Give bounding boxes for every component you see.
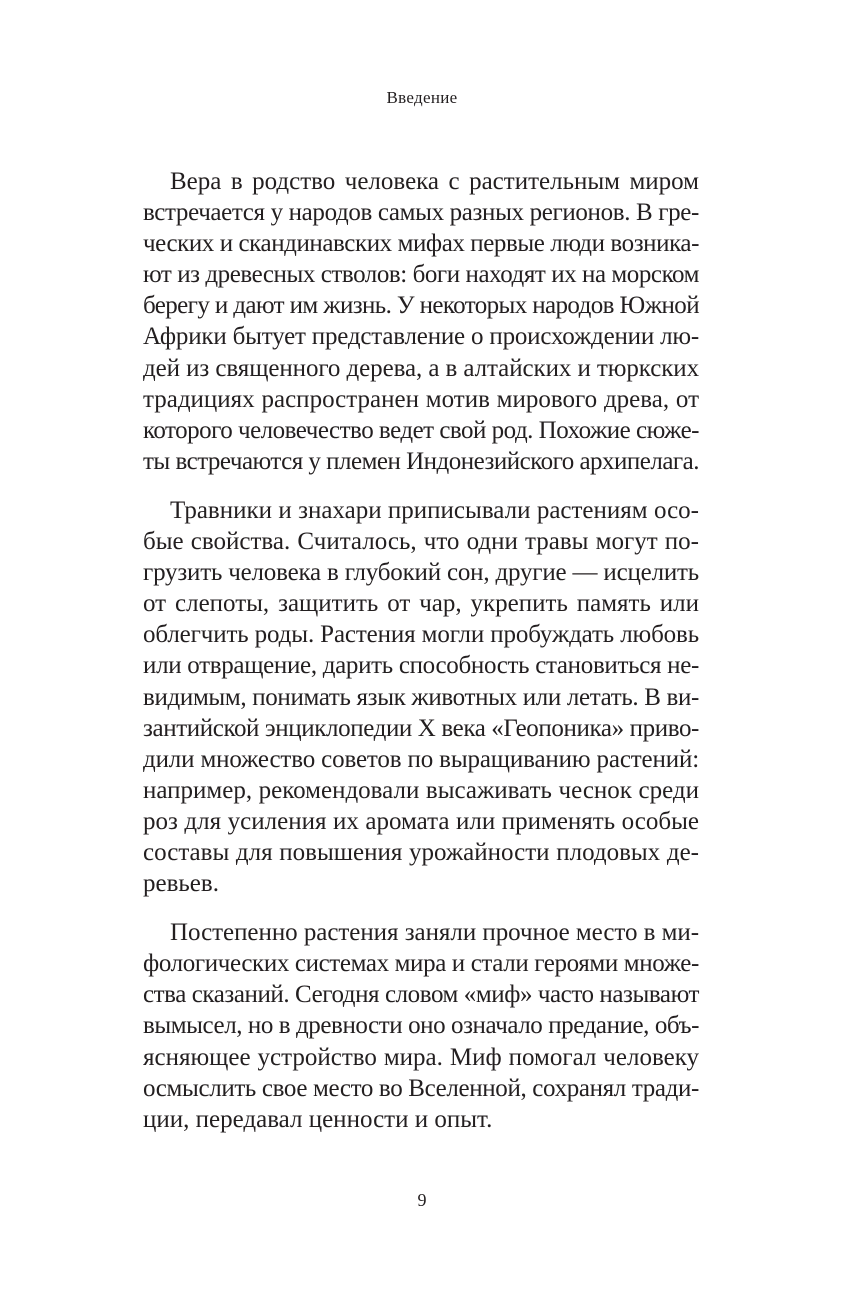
text-line: ции, передавал ценности и опыт. xyxy=(143,1105,493,1133)
page-title: Введение xyxy=(386,88,458,107)
text-line: которого человечество ведет свой род. Похожие сюже- xyxy=(143,416,700,444)
text-line: облегчить роды. Растения могли пробуждать любовь xyxy=(143,621,699,649)
text-line: осмыслить свое место во Вселенной, сохранял тради- xyxy=(143,1074,699,1102)
text-line: грузить человека в глубокий сон, другие — исцелить xyxy=(143,559,699,587)
text-line: или отвращение, дарить способность становиться не- xyxy=(143,652,699,680)
text-line: ства сказаний. Сегодня словом «миф» часто называют xyxy=(143,981,699,1009)
paragraph xyxy=(143,917,699,1135)
text-line: ты встречаются у племен Индонезийского архипелага. xyxy=(143,447,699,475)
text-line: ясняющее устройство мира. Миф помогал человеку xyxy=(143,1043,699,1071)
text-line: Постепенно растения заняли прочное место в ми- xyxy=(170,919,699,947)
text-line: вымысел, но в древности оно означало предание, объ- xyxy=(143,1012,699,1040)
text-line: встречается у народов самых разных регионов. В гре- xyxy=(143,199,699,227)
text-line: составы для повышения урожайности плодовых де- xyxy=(143,838,699,866)
text-line: Вера в родство человека с растительным миром xyxy=(170,168,699,195)
text-line: фологических системах мира и стали героями множе- xyxy=(143,950,699,978)
text-line: ческих и скандинавских мифах первые люди возника- xyxy=(143,230,699,258)
text-line: бые свойства. Считалось, что одни травы могут по- xyxy=(143,528,699,556)
text-line: от слепоты, защитить от чар, укрепить память или xyxy=(143,590,699,618)
text-line: зантийской энциклопедии X века «Геопоника» приво- xyxy=(143,714,699,742)
text-line: например, рекомендовали высаживать чеснок среди xyxy=(143,776,699,804)
text-line: Африки бытует представление о происхождении лю- xyxy=(143,323,699,351)
text-line: Травники и знахари приписывали растениям осо- xyxy=(170,496,699,524)
text-line: дили множество советов по выращиванию растений: xyxy=(143,745,699,773)
paragraph xyxy=(143,495,699,899)
text-line: берегу и дают им жизнь. У некоторых народов Южной xyxy=(143,292,699,320)
text-line: ревьев. xyxy=(143,870,219,898)
text-line: роз для усиления их аромата или применять особые xyxy=(143,807,699,835)
text-line: дей из священного дерева, а в алтайских и тюркских xyxy=(143,354,699,382)
text-line: ют из древесных стволов: боги находят их на морском xyxy=(143,261,699,289)
body-text xyxy=(143,166,699,1153)
text-line: традициях распространен мотив мирового древа, от xyxy=(143,385,699,413)
page-number: 9 xyxy=(417,1190,427,1210)
paragraph xyxy=(143,166,699,477)
text-line: видимым, понимать язык животных или летать. В ви- xyxy=(143,683,699,711)
